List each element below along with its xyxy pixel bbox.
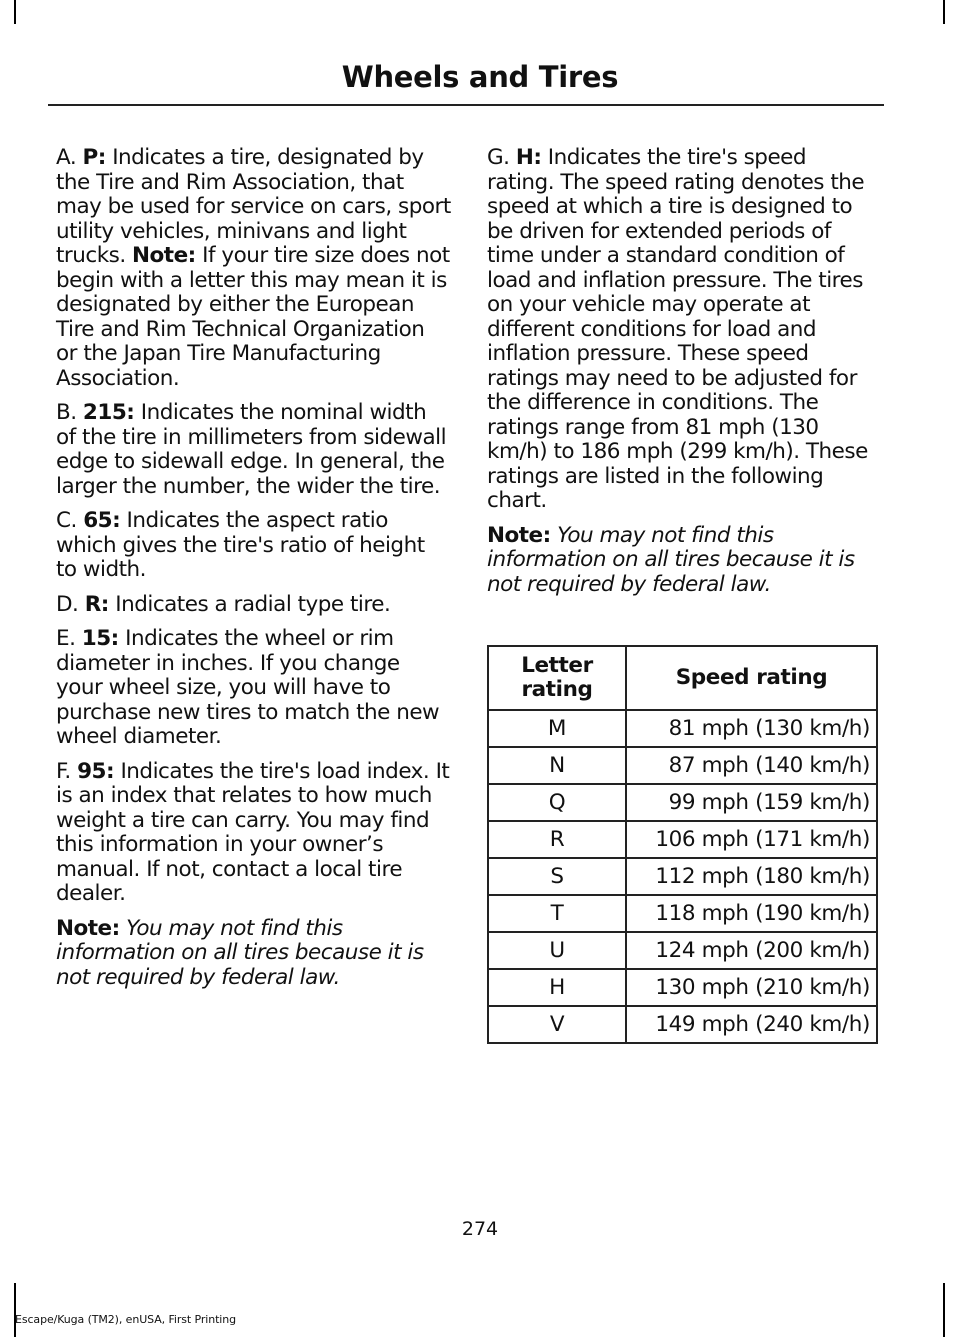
item-text: Indicates the wheel or rim diameter in inches. If you change your wheel size, you will have to purchase new tires to match the new wheel diameter. [56,626,440,749]
item-b [56,401,451,499]
speed-cell: 118 mph (190 km/h) [626,895,877,932]
speed-rating-table [487,645,878,1044]
note-label: Note: [487,522,551,548]
note-text: You may not find this information on all tires because it is not required by federal law. [56,915,424,990]
header-divider [48,104,884,106]
table-row [488,969,877,1006]
item-code: R: [84,591,109,617]
speed-cell: 87 mph (140 km/h) [626,747,877,784]
item-letter: F. [56,758,78,784]
column-header-letter-rating: Letter rating [488,646,626,710]
speed-cell: 99 mph (159 km/h) [626,784,877,821]
letter-cell: R [488,821,626,858]
crop-mark-top-left [14,0,16,24]
page-title: Wheels and Tires [341,60,619,94]
table-row [488,784,877,821]
table-row [488,1006,877,1043]
item-letter: B. [56,400,83,425]
left-column [56,146,451,1000]
left-note [56,917,451,991]
item-code: H: [515,145,542,170]
letter-cell: T [488,895,626,932]
crop-mark-bottom-left [14,1283,16,1337]
item-letter: E. [56,626,82,651]
letter-cell: M [488,710,626,747]
item-text: Indicates the aspect ratio which gives the tire's ratio of height to width. [56,508,425,582]
table-row [488,895,877,932]
table-row [488,747,877,784]
item-f [56,760,451,907]
item-a [56,146,451,391]
letter-cell: S [488,858,626,895]
table-row [488,710,877,747]
page-number: 274 [461,1218,499,1240]
item-g [487,146,879,514]
item-text: Indicates a radial type tire. [108,591,391,617]
item-code: 15: [81,626,119,651]
table-row [488,821,877,858]
item-text: Indicates the nominal width of the tire in millimeters from sidewall edge to sidewall edge. In general, the larger the number, the wider the tire. [56,400,447,499]
right-column [487,146,879,607]
table-row [488,858,877,895]
speed-cell: 112 mph (180 km/h) [626,858,877,895]
crop-mark-top-right [943,0,945,24]
item-code: 95: [77,758,115,784]
table-row [488,932,877,969]
item-c [56,509,451,583]
letter-cell: N [488,747,626,784]
crop-mark-bottom-right [943,1283,945,1337]
item-letter: G. [487,145,516,170]
item-text: Indicates the tire's load index. It is an index that relates to how much weight a tire can carry. You may find this information in your owner’s manual. If not, contact a local tire dealer. [56,758,450,906]
speed-cell: 124 mph (200 km/h) [626,932,877,969]
inline-note-label: Note: [132,243,196,268]
speed-cell: 149 mph (240 km/h) [626,1006,877,1043]
table-header-row [488,646,877,710]
letter-cell: V [488,1006,626,1043]
item-e [56,627,451,750]
item-code: P: [82,145,106,170]
letter-cell: U [488,932,626,969]
speed-cell: 130 mph (210 km/h) [626,969,877,1006]
item-letter: A. [56,145,83,170]
item-d [56,593,451,618]
right-note [487,524,879,598]
note-text: You may not find this information on all tires because it is not required by federal law. [487,522,855,597]
item-code: 65: [83,508,121,533]
edition-footer: Escape/Kuga (TM2), enUSA, First Printing [15,1313,237,1326]
column-header-speed-rating: Speed rating [626,646,877,710]
item-code: 215: [82,400,135,425]
item-text: Indicates the tire's speed rating. The speed rating denotes the speed at which a tire is designed to be driven for extended periods of time under a standard condition of load and inflation pressure. The tires on your vehicle may operate at different conditions for load and inflation pressure. These speed ratings may need to be adjusted for the difference in conditions. The ratings range from 81 mph (130 km/h) to 186 mph (299 km/h). These ratings are listed in the following chart. [487,145,868,513]
speed-cell: 81 mph (130 km/h) [626,710,877,747]
item-letter: D. [56,591,85,617]
item-letter: C. [56,508,84,533]
letter-cell: H [488,969,626,1006]
speed-cell: 106 mph (171 km/h) [626,821,877,858]
letter-cell: Q [488,784,626,821]
note-label: Note: [56,915,120,941]
item-text: Indicates a tire, designated by the Tire and Rim Association, that may be used for service on cars, sport utility vehicles, minivans and light trucks. [56,145,451,268]
inline-note-text: If your tire size does not begin with a letter this may mean it is designated by either the European Tire and Rim Technical Organization or the Japan Tire Manufacturing Association. [56,243,450,391]
